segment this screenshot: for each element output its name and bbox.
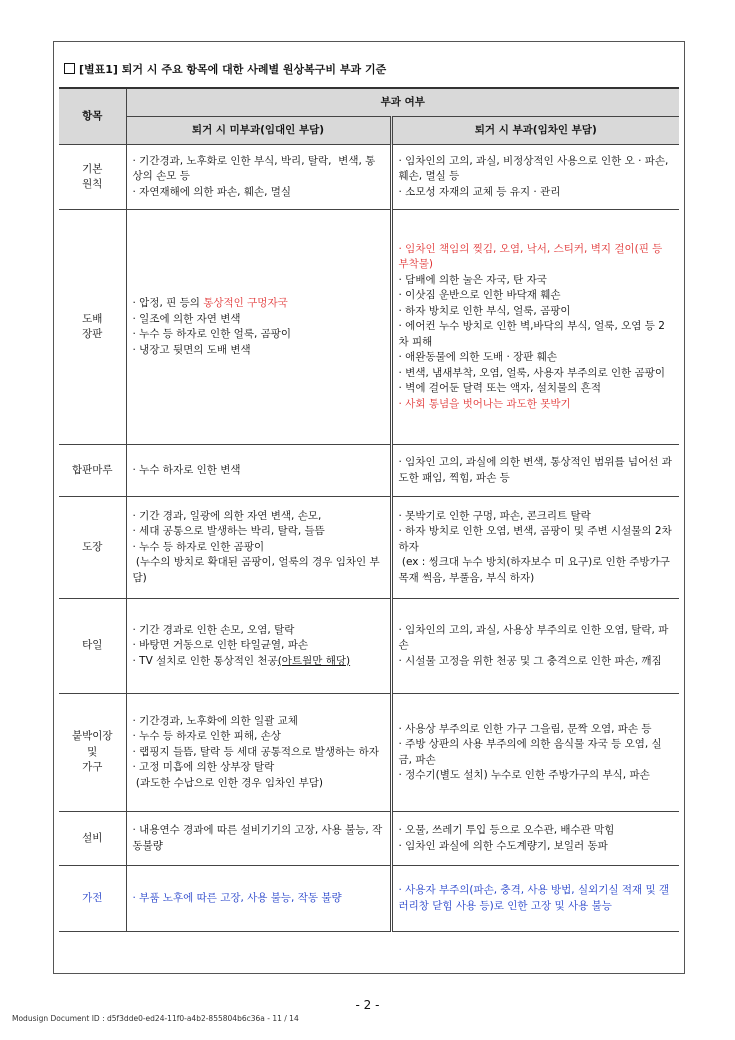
row-item: 붙박이장 및 가구	[59, 694, 126, 812]
row-item: 도장	[59, 497, 126, 599]
no-charge-cell: · 압정, 핀 등의 통상적인 구멍자국 · 일조에 의한 자연 변색 · 누수 등 하자로 인한 얼룩, 곰팡이 · 냉장고 뒷면의 도배 변색	[126, 210, 391, 445]
charge-cell: · 못박기로 인한 구멍, 파손, 콘크리트 탈락 · 하자 방치로 인한 오염, 변색, 곰팡이 및 주변 시설물의 2차 하자 (ex : 씽크대 누수 방치(하자보수 미 요구)로 인한 주방가구 목재 썩음, 부풀음, 부식 하자)	[391, 497, 679, 599]
row-item: 타일	[59, 599, 126, 694]
no-charge-cell: · 내용연수 경과에 따른 설비기기의 고장, 사용 불능, 작동불량	[126, 812, 391, 866]
header-charge: 부과 여부	[126, 88, 679, 117]
no-charge-cell: · 기간 경과, 일광에 의한 자연 변색, 손모, · 세대 공통으로 발생하는 박리, 탈락, 들뜸 · 누수 등 하자로 인한 곰팡이 (누수의 방치로 확대된 곰팡이, 얼룩의 경우 임차인 부담)	[126, 497, 391, 599]
no-charge-cell: · 기간경과, 노후화로 인한 부식, 박리, 탈락, 변색, 통상의 손모 등 · 자연재해에 의한 파손, 훼손, 멸실	[126, 145, 391, 210]
checkbox-icon	[64, 63, 75, 74]
table-row	[59, 812, 679, 866]
row-item: 기본 원칙	[59, 145, 126, 210]
table-row	[59, 145, 679, 210]
table-row	[59, 599, 679, 694]
no-charge-cell: · 기간경과, 노후화에 의한 일괄 교체 · 누수 등 하자로 인한 피해, 손상 · 랩핑지 들뜸, 탈락 등 세대 공통적으로 발생하는 하자 · 고정 미흡에 의한 상부장 탈락 (과도한 수납으로 인한 경우 임차인 부담)	[126, 694, 391, 812]
charge-cell: · 임차인의 고의, 과실, 비정상적인 사용으로 인한 오 · 파손, 훼손, 멸실 등 · 소모성 자재의 교체 등 유지 · 관리	[391, 145, 679, 210]
table-row	[59, 210, 679, 445]
table-row	[59, 866, 679, 932]
charge-cell: · 임차인의 고의, 과실, 사용상 부주의로 인한 오염, 탈락, 파손 · 시설물 고정을 위한 천공 및 그 충격으로 인한 파손, 깨짐	[391, 599, 679, 694]
charge-cell: · 오물, 쓰레기 투입 등으로 오수관, 배수관 막힘 · 임차인 과실에 의한 수도계량기, 보일러 동파	[391, 812, 679, 866]
document-id: Modusign Document ID : d5f3dde0-ed24-11f0-a4b2-855804b6c36a - 11 / 14	[12, 1014, 299, 1023]
title-text: [별표1] 퇴거 시 주요 항목에 대한 사례별 원상복구비 부과 기준	[79, 63, 387, 76]
charge-cell: · 임차인 책임의 찢김, 오염, 낙서, 스티커, 벽지 걸이(핀 등 부착물) · 담배에 의한 눌은 자국, 탄 자국 · 이삿짐 운반으로 인한 바닥재 훼손 · 하자 방치로 인한 부식, 얼룩, 곰팡이 · 에어컨 누수 방치로 인한 벽,바닥의 부식, 얼룩, 오염 등 2차 피해 · 애완동물에 의한 도배 · 장판 훼손 · 변색, 냄새부착, 오염, 얼룩, 사용자 부주의로 인한 곰팡이 · 벽에 걸어둔 달력 또는 액자, 설치물의 흔적 · 사회 통념을 벗어나는 과도한 못박기	[391, 210, 679, 445]
no-charge-cell: · 부품 노후에 따른 고장, 사용 불능, 작동 불량	[126, 866, 391, 932]
header-no-charge: 퇴거 시 미부과(임대인 부담)	[126, 117, 391, 145]
row-item: 가전	[59, 866, 126, 932]
table-row	[59, 694, 679, 812]
table-row	[59, 445, 679, 497]
no-charge-cell: · 기간 경과로 인한 손모, 오염, 탈락 · 바탕면 거동으로 인한 타일균열, 파손 · TV 설치로 인한 통상적인 천공(아트월만 해당)	[126, 599, 391, 694]
row-item: 합판마루	[59, 445, 126, 497]
row-item: 도배 장판	[59, 210, 126, 445]
header-item: 항목	[59, 88, 126, 145]
charge-cell: · 임차인 고의, 과실에 의한 변색, 통상적인 범위를 넘어선 과도한 패임, 찍힘, 파손 등	[391, 445, 679, 497]
row-item: 설비	[59, 812, 126, 866]
charge-cell: · 사용자 부주의(파손, 충격, 사용 방법, 실외기실 적재 및 갤러리창 닫힘 사용 등)로 인한 고장 및 사용 불능	[391, 866, 679, 932]
restoration-cost-table	[59, 87, 679, 932]
page-number: - 2 -	[355, 998, 380, 1012]
document-title	[64, 61, 386, 77]
charge-cell: · 사용상 부주의로 인한 가구 그을림, 문짝 오염, 파손 등 · 주방 상판의 사용 부주의에 의한 음식물 자국 등 오염, 실금, 파손 · 정수기(별도 설치) 누수로 인한 주방가구의 부식, 파손	[391, 694, 679, 812]
no-charge-cell: · 누수 하자로 인한 변색	[126, 445, 391, 497]
header-charge-tenant: 퇴거 시 부과(임차인 부담)	[391, 117, 679, 145]
table-row	[59, 497, 679, 599]
